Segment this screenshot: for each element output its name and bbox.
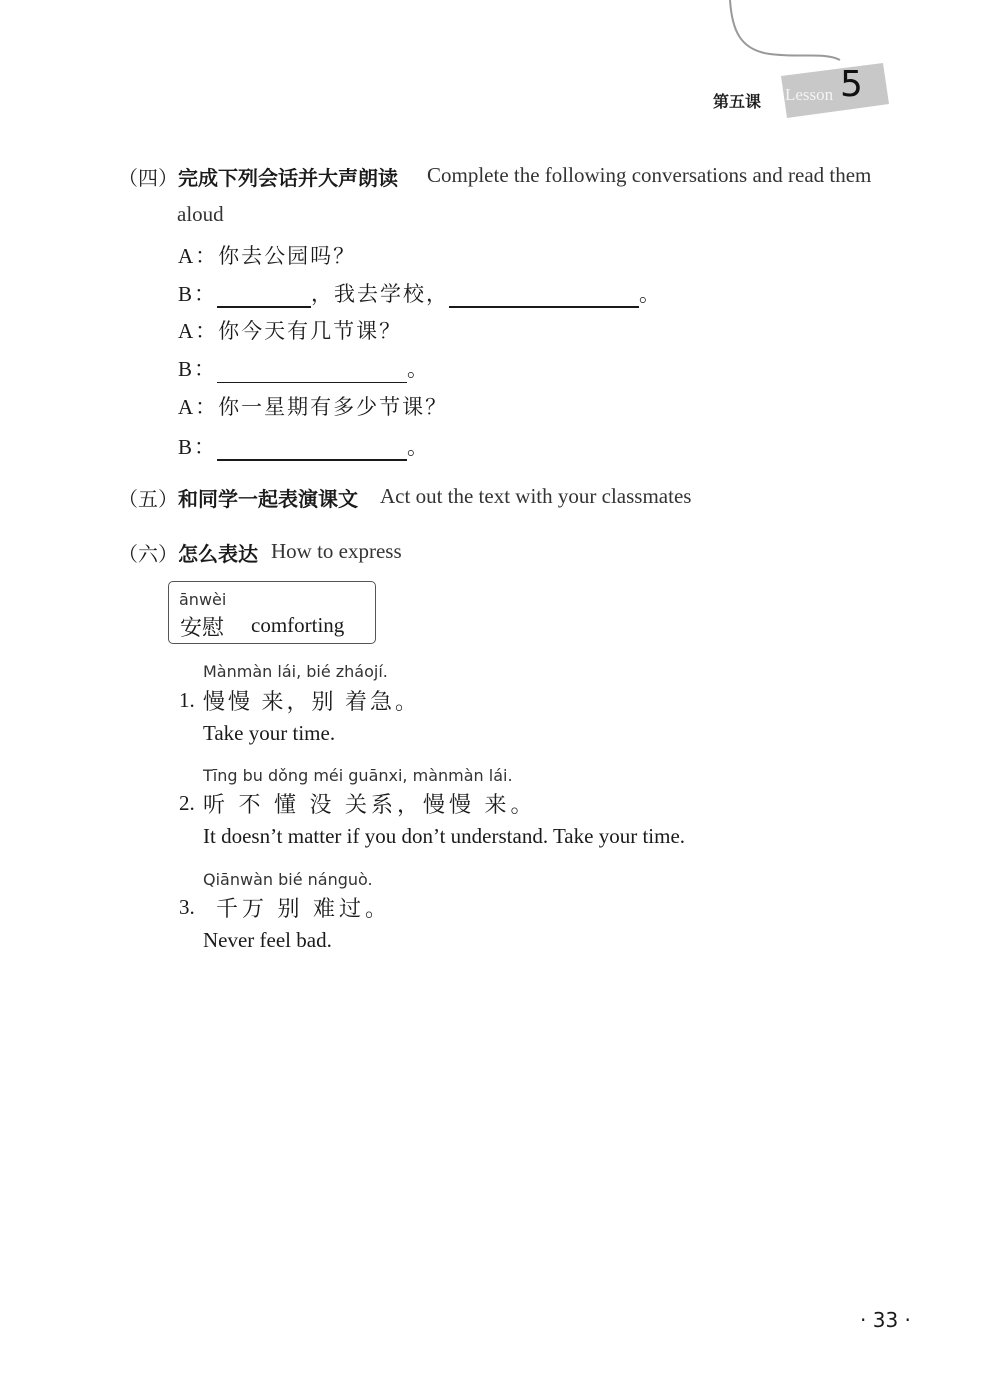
dialog-text: 你今天有几节课？ xyxy=(218,319,403,343)
lesson-number: 5 xyxy=(840,64,863,105)
dialog-line xyxy=(178,278,662,308)
answer-blank[interactable] xyxy=(217,360,407,383)
section-title-cn: 怎么表达 xyxy=(178,542,258,566)
example-pinyin: Mànmàn lái, bié zháojí. xyxy=(203,662,388,681)
speaker: A： xyxy=(178,319,219,343)
example-pinyin: Qiānwàn bié nánguò. xyxy=(203,870,373,889)
dialog-line xyxy=(178,353,430,383)
answer-blank[interactable] xyxy=(217,437,407,461)
dialog-end: 。 xyxy=(639,282,663,306)
dialog-end: 。 xyxy=(407,357,431,381)
answer-blank[interactable] xyxy=(449,284,639,308)
section-number: （四） xyxy=(118,166,178,190)
lesson-label-en: Lesson xyxy=(785,85,834,104)
speaker: B： xyxy=(178,435,218,459)
expression-cn: 安慰 xyxy=(180,615,225,640)
example-en: Take your time. xyxy=(203,721,336,745)
example-number: 1. xyxy=(179,688,195,712)
speaker: A： xyxy=(178,244,219,268)
example-number: 3. xyxy=(179,895,195,919)
example-pinyin: Tīng bu dǒng méi guānxi, mànmàn lái. xyxy=(203,766,513,785)
example-cn: 听 不 懂 没 关系，慢慢 来。 xyxy=(203,792,537,817)
dialog-text: ，我去学校， xyxy=(311,282,450,306)
section-title-en: How to express xyxy=(271,539,402,563)
dialog-end: 。 xyxy=(407,435,431,459)
dialog-text: 你一星期有多少节课？ xyxy=(218,395,449,419)
dialog-line xyxy=(178,240,356,270)
section-title-en-cont: aloud xyxy=(177,202,224,226)
section-title-cn: 和同学一起表演课文 xyxy=(178,487,358,511)
speaker: B： xyxy=(178,357,218,381)
dialog-line xyxy=(178,315,402,345)
speaker: B： xyxy=(178,282,218,306)
example-en: Never feel bad. xyxy=(203,928,332,952)
section-title-cn: 完成下列会话并大声朗读 xyxy=(178,166,398,190)
speaker: A： xyxy=(178,395,219,419)
dialog-line xyxy=(178,431,430,461)
section-number: （六） xyxy=(118,542,178,566)
example-number: 2. xyxy=(179,791,195,815)
example-cn: 慢慢 来，别 着急。 xyxy=(203,689,421,714)
dialog-text: 你去公园吗？ xyxy=(218,244,357,268)
section-number: （五） xyxy=(118,487,178,511)
example-cn: 千万 别 难过。 xyxy=(216,896,392,921)
section-title-en: Complete the following conversations and read them xyxy=(427,163,872,187)
example-en: It doesn’t matter if you don’t understand. Take your time. xyxy=(203,824,686,848)
expression-en: comforting xyxy=(251,613,345,637)
section-title-en: Act out the text with your classmates xyxy=(380,484,692,508)
dialog-line xyxy=(178,391,448,421)
answer-blank[interactable] xyxy=(217,284,311,308)
page-number: · 33 · xyxy=(860,1308,911,1332)
lesson-label-cn: 第五课 xyxy=(713,94,762,111)
expression-pinyin: ānwèi xyxy=(179,590,227,609)
